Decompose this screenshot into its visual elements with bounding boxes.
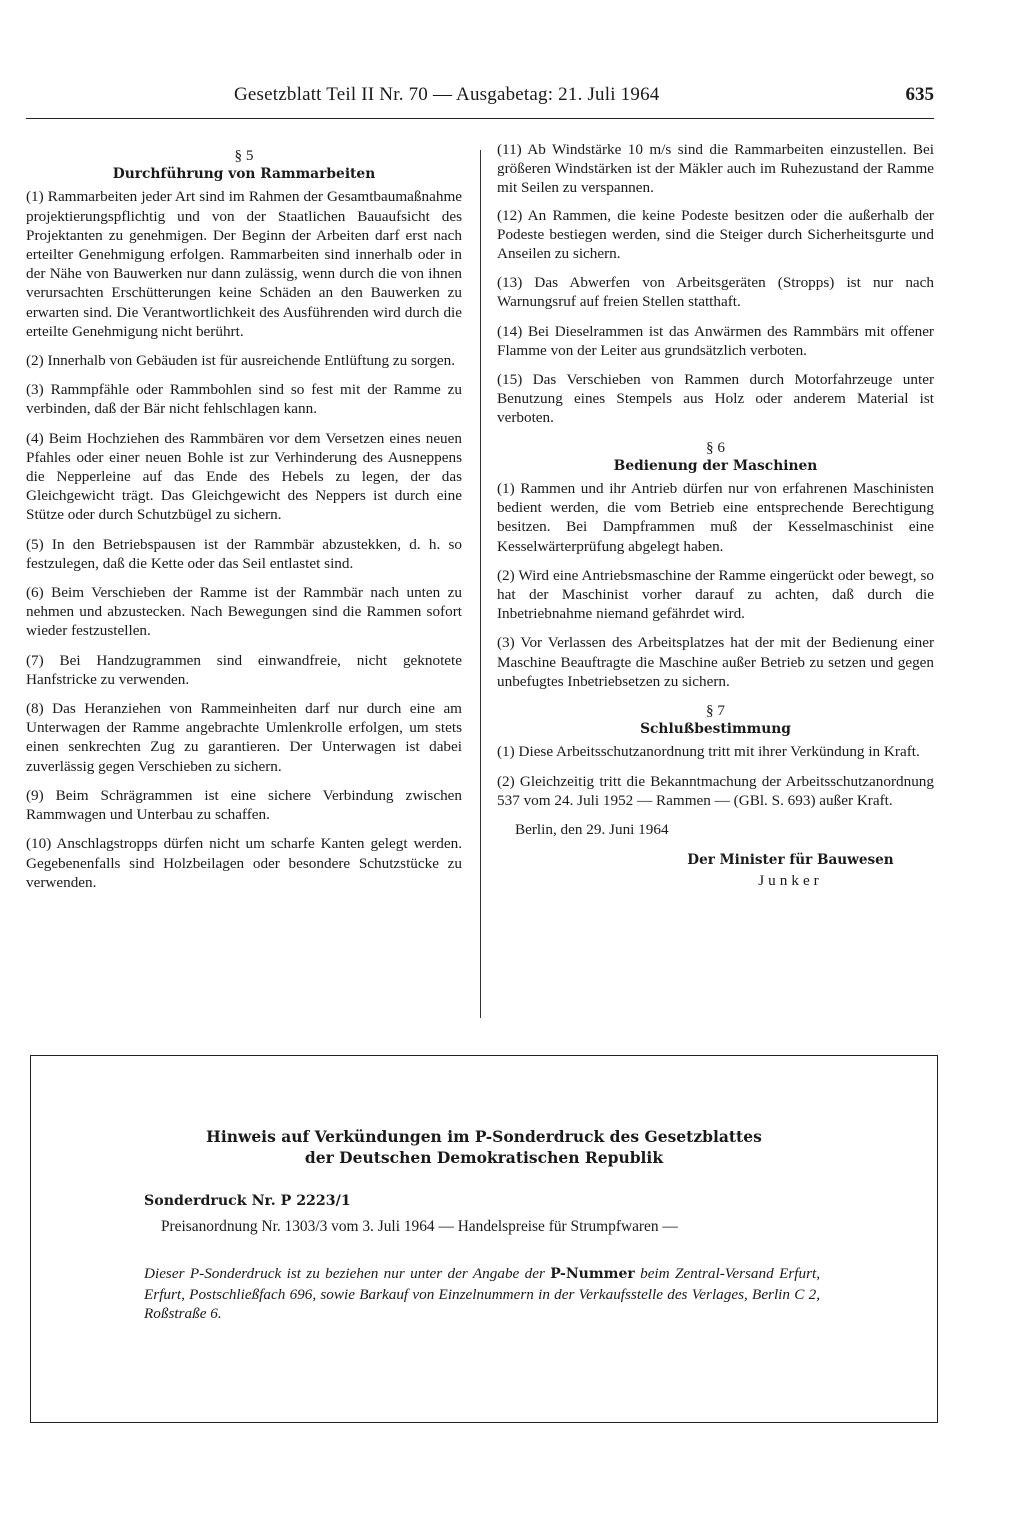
notice-heading-line-1: Hinweis auf Verkündungen im P-Sonderdruck des Gesetzblattes — [206, 1127, 762, 1146]
header-title: Gesetzblatt Teil II Nr. 70 — Ausgabetag: 21. Juli 1964 — [234, 84, 660, 105]
notice-box — [30, 1055, 938, 1423]
paragraph: (10) Anschlagstropps dürfen nicht um scharfe Kanten gelegt werden. Gegebenenfalls sind Holzbeilagen oder besondere Schutzstücke zu verwenden. — [26, 835, 462, 891]
page-number: 635 — [905, 84, 934, 105]
paragraph: (2) Gleichzeitig tritt die Bekanntmachung der Arbeitsschutzanordnung 537 vom 24. Juli 1952 — Rammen — (GBl. S. 693) außer Kraft. — [497, 772, 934, 809]
paragraph: (14) Bei Dieselrammen ist das Anwärmen des Rammbärs mit offener Flamme von der Leiter aus grundsätzlich verboten. — [497, 322, 934, 359]
page-header — [26, 82, 934, 122]
right-column — [497, 140, 934, 890]
sonderdruck-note — [144, 1264, 820, 1324]
section-5-number: § 5 — [234, 147, 254, 164]
note-text-2: beim Zentral-Versand Erfurt, Erfurt, Postschließfach 696, sowie Barkauf von Einzelnummern in der Verkaufsstelle des Verlages, Berlin C 2, Roßstraße 6. — [144, 1265, 820, 1322]
note-bold: P-Nummer — [550, 1266, 635, 1282]
paragraph: (15) Das Verschieben von Rammen durch Motorfahrzeuge unter Benutzung eines Stempels aus Holz oder anderem Material ist verboten. — [497, 371, 934, 427]
section-7-number: § 7 — [706, 702, 725, 720]
paragraph: (9) Beim Schrägrammen ist eine sichere Verbindung zwischen Rammwagen und Unterbau zu schaffen. — [26, 786, 462, 824]
section-5-title: Durchführung von Rammarbeiten — [112, 166, 376, 183]
sonderdruck-number: Sonderdruck Nr. P 2223/1 — [144, 1193, 351, 1209]
section-6-number: § 6 — [706, 438, 725, 456]
paragraph: (12) An Rammen, die keine Podeste besitzen oder die außerhalb der Podeste bestiegen werden, sind die Steiger durch Sicherheitsgurte und Anseilen zu sichern. — [497, 206, 934, 263]
paragraph: (3) Vor Verlassen des Arbeitsplatzes hat der mit der Bedienung einer Maschine Beauftragte die Maschine außer Betrieb zu setzen und gegen unbefugtes Inbetriebsetzen zu sichern. — [497, 634, 934, 690]
signature-minister: Der Minister für Bauwesen — [687, 852, 894, 869]
column-divider — [480, 150, 481, 1018]
paragraph: (2) Innerhalb von Gebäuden ist für ausreichende Entlüftung zu sorgen. — [26, 352, 456, 370]
paragraph: (8) Das Heranziehen von Rammeinheiten darf nur durch eine am Unterwagen der Ramme angebrachte Umlenkrolle erfolgen, um stets einen senkrechten Zug zu garantieren. Der Unterwagen ist dabei zuverlässig gegen Verschieben zu sichern. — [26, 700, 462, 775]
paragraph: (1) Diese Arbeitsschutzanordnung tritt mit ihrer Verkündung in Kraft. — [497, 743, 920, 761]
paragraph: (7) Bei Handzugrammen sind einwandfreie, nicht geknotete Hanfstricke zu verwenden. — [26, 651, 462, 688]
note-text-1: Dieser P-Sonderdruck ist zu beziehen nur unter der Angabe der — [144, 1265, 551, 1282]
paragraph: (13) Das Abwerfen von Arbeitsgeräten (Stropps) ist nur nach Warnungsruf auf freien Stellen statthaft. — [497, 274, 934, 311]
paragraph: (1) Rammarbeiten jeder Art sind im Rahmen der Gesamtbaumaßnahme projektierungspflichtig und von der Staatlichen Bauaufsicht des Projektanten zu genehmigen. Der Beginn der Arbeiten darf erst nach erteilter Genehmigung erfolgen. Rammarbeiten sind innerhalb oder in der Nähe von Bauwerken nur dann zulässig, wenn durch die von ihnen verursachten Erschütterungen keine Schäden an den Bauwerken zu erwarten sind. Die Verantwortlichkeit des Ausführenden wird durch die erteilte Genehmigung nicht berührt. — [26, 188, 462, 340]
paragraph: (4) Beim Hochziehen des Rammbären vor dem Versetzen eines neuen Pfahles oder einer neuen Bohle ist zur Verhinderung des Ausneppens die Nepperleine auf das Ende des Hebels zu legen, der das Gleichgewicht trägt. Das Gleichgewicht des Neppers ist durch eine Stütze oder durch Schutzbügel zu sichern. — [26, 429, 462, 524]
section-7-title: Schlußbestimmung — [640, 721, 791, 738]
signature-place-date: Berlin, den 29. Juni 1964 — [515, 821, 669, 839]
paragraph: (11) Ab Windstärke 10 m/s sind die Rammarbeiten einzustellen. Bei größeren Windstärken ist der Mäkler auch im Ruhezustand der Ramme mit Seilen zu verspannen. — [497, 141, 934, 197]
signature-name: Junker — [758, 871, 823, 889]
sonderdruck-content: Preisanordnung Nr. 1303/3 vom 3. Juli 1964 — Handelspreise für Strumpfwaren — — [161, 1218, 678, 1235]
paragraph: (6) Beim Verschieben der Ramme ist der Rammbär nach unten zu nehmen und abzustecken. Nach Bewegungen sind die Rammen sofort wieder festzustellen. — [26, 584, 462, 640]
section-6-title: Bedienung der Maschinen — [613, 457, 818, 474]
paragraph: (2) Wird eine Antriebsmaschine der Ramme eingerückt oder bewegt, so hat der Maschinist vorher darauf zu achten, daß durch die Inbetriebnahme niemand gefährdet wird. — [497, 566, 934, 623]
paragraph: (3) Rammpfähle oder Rammbohlen sind so fest mit der Ramme zu verbinden, daß der Bär nicht fehlschlagen kann. — [26, 381, 462, 418]
header-rule — [26, 118, 934, 119]
notice-heading-line-2: der Deutschen Demokratischen Republik — [304, 1148, 664, 1167]
left-column — [26, 140, 462, 902]
notice-heading — [31, 1126, 937, 1168]
paragraph: (5) In den Betriebspausen ist der Rammbär abzustekken, d. h. so festzulegen, daß die Kette oder das Seil entlastet sind. — [26, 535, 462, 572]
paragraph: (1) Rammen und ihr Antrieb dürfen nur von erfahrenen Maschinisten bedient werden, die vom Betrieb eine entsprechende Berechtigung besitzen. Bei Dampframmen muß der Kesselmaschinist eine Kesselwärterprüfung abgelegt haben. — [497, 480, 934, 555]
